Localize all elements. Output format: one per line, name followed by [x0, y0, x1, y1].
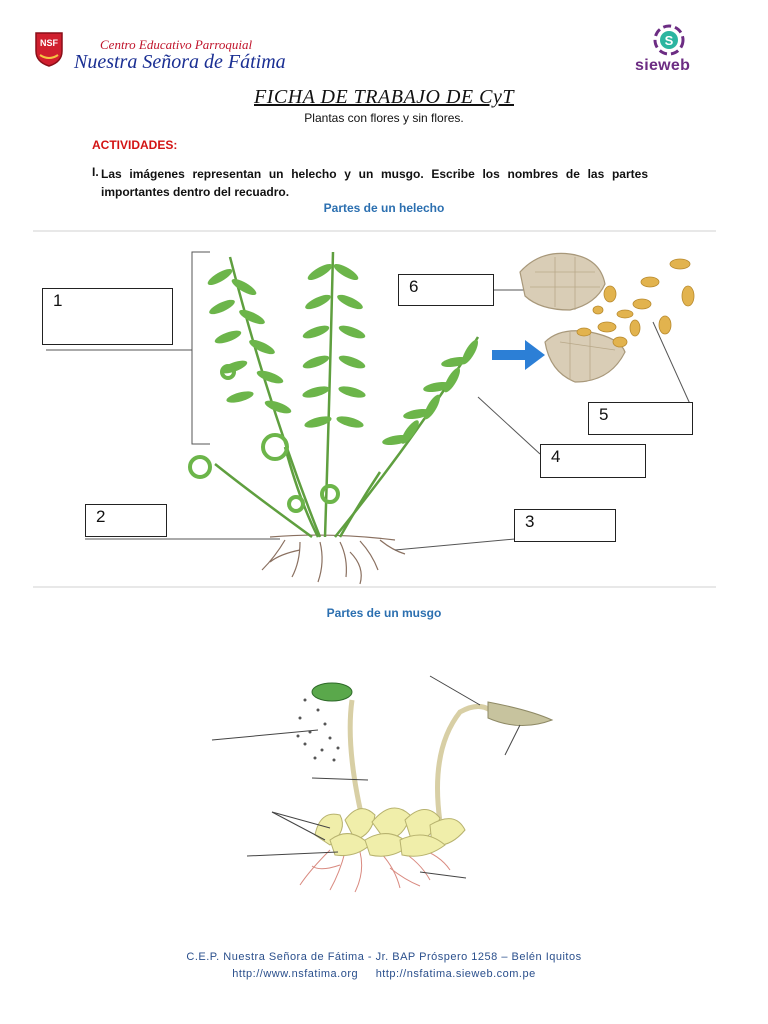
- moss-section-title: Partes de un musgo: [326, 606, 442, 620]
- sieweb-logo-text: sieweb: [635, 57, 691, 74]
- fern-label-box-6[interactable]: 6: [398, 274, 494, 306]
- moss-seta-right: [438, 706, 491, 822]
- fern-label-box-1[interactable]: 1: [42, 288, 173, 345]
- fern-frond-center: [301, 261, 366, 430]
- school-name-line2: Nuestra Señora de Fátima: [74, 51, 286, 73]
- sporangium-illustration: [520, 253, 625, 382]
- fern-frond-right: [381, 338, 480, 447]
- fern-label-box-2[interactable]: 2: [85, 504, 167, 537]
- arrow-icon: [492, 340, 545, 370]
- school-crest-icon: [34, 31, 64, 67]
- school-name-line1: Centro Educativo Parroquial: [100, 37, 253, 52]
- moss-capsule: [488, 702, 552, 726]
- footer-address: C.E.P. Nuestra Señora de Fátima - Jr. BAP Próspero 1258 – Belén Iquitos: [186, 951, 582, 963]
- crest-text: NSF: [40, 38, 58, 48]
- footer-link-sieweb[interactable]: http://nsfatima.sieweb.com.pe: [375, 968, 536, 980]
- fern-label-box-3[interactable]: 3: [514, 509, 616, 542]
- instruction-text: Las imágenes representan un helecho y un musgo. Escribe los nombres de las partes importantes dentro del recuadro.: [101, 167, 648, 199]
- sieweb-logo-icon: [650, 22, 688, 58]
- footer-links: [0, 968, 768, 980]
- document-subtitle: Plantas con flores y sin flores.: [304, 111, 464, 125]
- fern-roots: [262, 535, 405, 584]
- moss-leaves: [315, 808, 465, 856]
- activities-label: ACTIVIDADES:: [92, 138, 178, 152]
- footer-link-website[interactable]: http://www.nsfatima.org: [232, 968, 359, 980]
- svg-text:S: S: [664, 33, 674, 48]
- fern-frond-left: [206, 266, 293, 416]
- separator-middle: [33, 586, 716, 588]
- fern-label-box-4[interactable]: 4: [540, 444, 646, 478]
- fern-section-title: Partes de un helecho: [323, 201, 445, 215]
- moss-capsule-open: [312, 683, 352, 701]
- moss-illustration: [0, 640, 768, 900]
- fern-label-box-5[interactable]: 5: [588, 402, 693, 435]
- document-title: FICHA DE TRABAJO DE CyT: [254, 86, 514, 108]
- instruction-number: I.: [92, 165, 99, 179]
